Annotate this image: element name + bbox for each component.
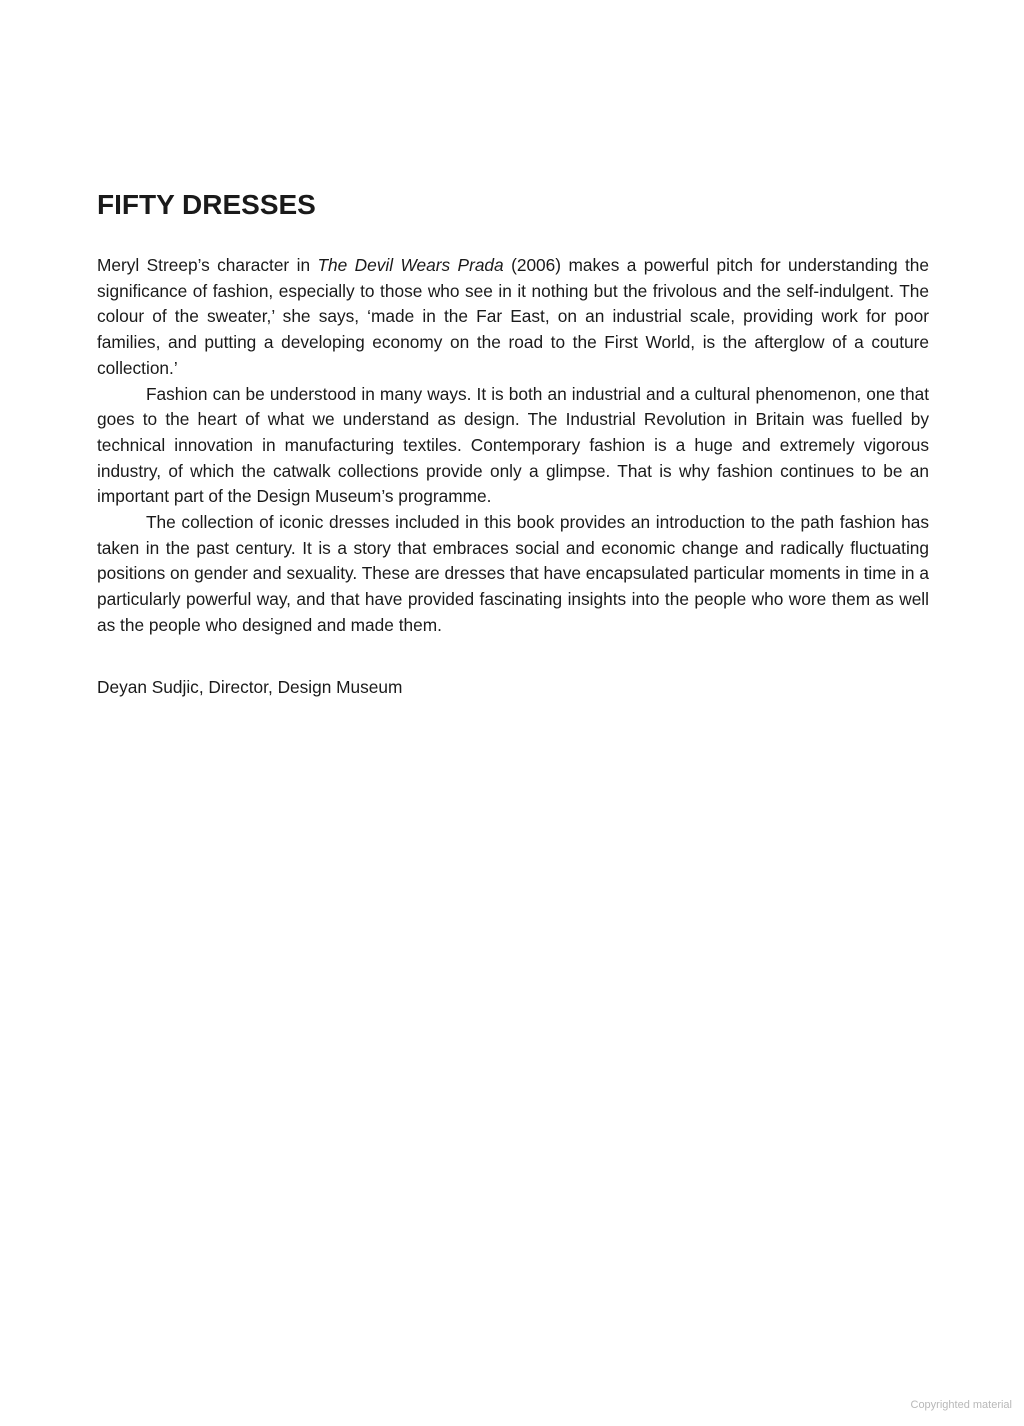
paragraph-1-after: (2006) makes a powerful pitch for understanding the significance of fashion, especially to those who see in it nothing but the frivolous and the self-indulgent. The colour of the sweater,’ she says, ‘made in the Far East, on an industrial scale, providing work for poor families, and putting a developing economy on the road to the First World, is the afterglow of a couture collection.’ (97, 255, 929, 378)
body-text (97, 253, 929, 639)
paragraph-1-before: Meryl Streep’s character in (97, 255, 318, 275)
film-title: The Devil Wears Prada (317, 255, 504, 275)
paragraph-2: Fashion can be understood in many ways. It is both an industrial and a cultural phenomenon, one that goes to the heart of what we understand as design. The Industrial Revolution in Britain was fuelled by technical innovation in manufacturing textiles. Contemporary fashion is a huge and extremely vigorous industry, of which the catwalk collections provide only a glimpse. That is why fashion continues to be an important part of the Design Museum’s programme. (97, 383, 929, 507)
page-title: FIFTY DRESSES (97, 189, 316, 220)
copyright-watermark: Copyrighted material (910, 1399, 1012, 1411)
paragraph-1 (97, 253, 929, 382)
author-signature: Deyan Sudjic, Director, Design Museum (97, 677, 403, 697)
paragraph-3: The collection of iconic dresses included in this book provides an introduction to the path fashion has taken in the past century. It is a story that embraces social and economic change and radically fluctuating positions on gender and sexuality. These are dresses that have encapsulated particular moments in time in a particularly powerful way, and that have provided fascinating insights into the people who wore them as well as the people who designed and made them. (97, 512, 929, 635)
